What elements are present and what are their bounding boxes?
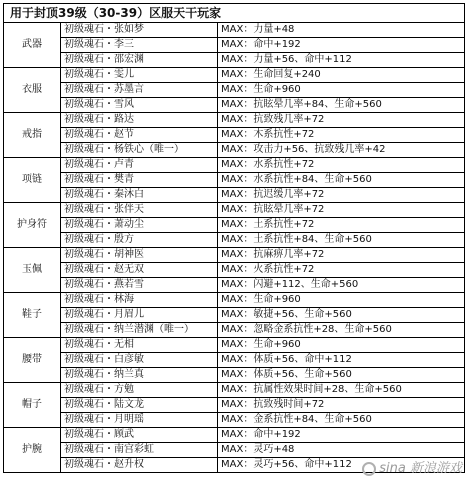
gem-name-cell: 初级魂石・无相 bbox=[61, 338, 218, 353]
max-stat-cell: MAX：体质+56、生命+560 bbox=[218, 368, 465, 383]
max-stat-cell: MAX：水系抗性+72 bbox=[218, 158, 465, 173]
max-stat-cell: MAX：生命回复+240 bbox=[218, 68, 465, 83]
table-row bbox=[4, 173, 465, 188]
max-stat-cell: MAX：生命+960 bbox=[218, 293, 465, 308]
table-row bbox=[4, 293, 465, 308]
gem-name-cell: 初级魂石・顾武 bbox=[61, 428, 218, 443]
table-row bbox=[4, 218, 465, 233]
max-stat-cell: MAX：命中+192 bbox=[218, 428, 465, 443]
gem-name-cell: 初级魂石・樊青 bbox=[61, 173, 218, 188]
gem-name-cell: 初级魂石・纳兰潜渊（唯一） bbox=[61, 323, 218, 338]
gem-name-cell: 初级魂石・张如梦 bbox=[61, 23, 218, 38]
category-cell: 项链 bbox=[4, 158, 61, 203]
gem-table bbox=[3, 22, 465, 473]
max-stat-cell: MAX：金系抗性+84、生命+560 bbox=[218, 413, 465, 428]
category-cell: 武器 bbox=[4, 23, 61, 68]
gem-name-cell: 初级魂石・赵无双 bbox=[61, 263, 218, 278]
table-row bbox=[4, 203, 465, 218]
table-row bbox=[4, 398, 465, 413]
gem-name-cell: 初级魂石・卢青 bbox=[61, 158, 218, 173]
table-row bbox=[4, 308, 465, 323]
gem-name-cell: 初级魂石・张伴天 bbox=[61, 203, 218, 218]
gem-name-cell: 初级魂石・雯儿 bbox=[61, 68, 218, 83]
table-row bbox=[4, 443, 465, 458]
table-row bbox=[4, 338, 465, 353]
watermark bbox=[362, 457, 462, 476]
table-row bbox=[4, 68, 465, 83]
max-stat-cell: MAX：抗致残几率+72 bbox=[218, 113, 465, 128]
gem-name-cell: 初级魂石・赵节 bbox=[61, 128, 218, 143]
table-row bbox=[4, 248, 465, 263]
category-cell: 鞋子 bbox=[4, 293, 61, 338]
gem-name-cell: 初级魂石・方勉 bbox=[61, 383, 218, 398]
table-row bbox=[4, 413, 465, 428]
table-row bbox=[4, 53, 465, 68]
max-stat-cell: MAX：火系抗性+72 bbox=[218, 263, 465, 278]
table-row bbox=[4, 188, 465, 203]
gem-name-cell: 初级魂石・苏墨言 bbox=[61, 83, 218, 98]
table-row bbox=[4, 38, 465, 53]
max-stat-cell: MAX：木系抗性+72 bbox=[218, 128, 465, 143]
max-stat-cell: MAX：命中+192 bbox=[218, 38, 465, 53]
gem-name-cell: 初级魂石・雪风 bbox=[61, 98, 218, 113]
gem-name-cell: 初级魂石・赵升权 bbox=[61, 458, 218, 473]
table-row bbox=[4, 98, 465, 113]
table-row bbox=[4, 23, 465, 38]
max-stat-cell: MAX：抗眩晕几率+84、生命+560 bbox=[218, 98, 465, 113]
category-cell: 玉佩 bbox=[4, 248, 61, 293]
category-cell: 帽子 bbox=[4, 383, 61, 428]
max-stat-cell: MAX：土系抗性+84、生命+560 bbox=[218, 233, 465, 248]
max-stat-cell: MAX：抗迟缓几率+72 bbox=[218, 188, 465, 203]
max-stat-cell: MAX：抗属性效果时间+28、生命+560 bbox=[218, 383, 465, 398]
max-stat-cell: MAX：生命+960 bbox=[218, 338, 465, 353]
max-stat-cell: MAX：灵巧+56、命中+112 bbox=[218, 458, 465, 473]
category-cell: 衣服 bbox=[4, 68, 61, 113]
gem-name-cell: 初级魂石・南宫彩虹 bbox=[61, 443, 218, 458]
gem-name-cell: 初级魂石・白彦敏 bbox=[61, 353, 218, 368]
max-stat-cell: MAX：土系抗性+72 bbox=[218, 218, 465, 233]
table-row bbox=[4, 353, 465, 368]
table-row bbox=[4, 128, 465, 143]
max-stat-cell: MAX：体质+56、命中+112 bbox=[218, 353, 465, 368]
gem-name-cell: 初级魂石・林海 bbox=[61, 293, 218, 308]
gem-name-cell: 初级魂石・秦沐白 bbox=[61, 188, 218, 203]
table-row bbox=[4, 323, 465, 338]
max-stat-cell: MAX：闪避+112、生命+560 bbox=[218, 278, 465, 293]
gem-name-cell: 初级魂石・李三 bbox=[61, 38, 218, 53]
watermark-text: sina bbox=[379, 461, 406, 476]
table-title: 用于封顶39级（30-39）区服天干玩家 bbox=[3, 3, 465, 22]
max-stat-cell: MAX：抗麻痹几率+72 bbox=[218, 248, 465, 263]
table-row bbox=[4, 278, 465, 293]
table-row bbox=[4, 263, 465, 278]
table-row bbox=[4, 113, 465, 128]
table-row bbox=[4, 368, 465, 383]
sina-logo-icon bbox=[362, 462, 376, 476]
category-cell: 护身符 bbox=[4, 203, 61, 248]
table-row bbox=[4, 428, 465, 443]
category-cell: 护腕 bbox=[4, 428, 61, 473]
gem-name-cell: 初级魂石・月明瑶 bbox=[61, 413, 218, 428]
max-stat-cell: MAX：忽略金系抗性+28、生命+560 bbox=[218, 323, 465, 338]
gem-name-cell: 初级魂石・萧动尘 bbox=[61, 218, 218, 233]
max-stat-cell: MAX：敏捷+56、生命+560 bbox=[218, 308, 465, 323]
gem-name-cell: 初级魂石・胡神医 bbox=[61, 248, 218, 263]
max-stat-cell: MAX：力量+48 bbox=[218, 23, 465, 38]
table-row bbox=[4, 383, 465, 398]
gem-name-cell: 初级魂石・路达 bbox=[61, 113, 218, 128]
gem-name-cell: 初级魂石・纳兰真 bbox=[61, 368, 218, 383]
gem-name-cell: 初级魂石・杨铁心（唯一） bbox=[61, 143, 218, 158]
gem-name-cell: 初级魂石・燕若雪 bbox=[61, 278, 218, 293]
table-row bbox=[4, 158, 465, 173]
category-cell: 戒指 bbox=[4, 113, 61, 158]
max-stat-cell: MAX：生命+960 bbox=[218, 83, 465, 98]
table-row bbox=[4, 83, 465, 98]
gem-name-cell: 初级魂石・月眉儿 bbox=[61, 308, 218, 323]
category-cell: 腰带 bbox=[4, 338, 61, 383]
max-stat-cell: MAX：抗眩晕几率+72 bbox=[218, 203, 465, 218]
gem-name-cell: 初级魂石・邵宏渊 bbox=[61, 53, 218, 68]
table-row bbox=[4, 233, 465, 248]
gem-name-cell: 初级魂石・殷方 bbox=[61, 233, 218, 248]
max-stat-cell: MAX：水系抗性+84、生命+560 bbox=[218, 173, 465, 188]
table-row bbox=[4, 143, 465, 158]
max-stat-cell: MAX：灵巧+48 bbox=[218, 443, 465, 458]
max-stat-cell: MAX：攻击力+56、抗致残几率+42 bbox=[218, 143, 465, 158]
max-stat-cell: MAX：抗致残时间+72 bbox=[218, 398, 465, 413]
max-stat-cell: MAX：力量+56、命中+112 bbox=[218, 53, 465, 68]
gem-name-cell: 初级魂石・陆文龙 bbox=[61, 398, 218, 413]
watermark-label: 新浪游戏 bbox=[409, 461, 462, 476]
